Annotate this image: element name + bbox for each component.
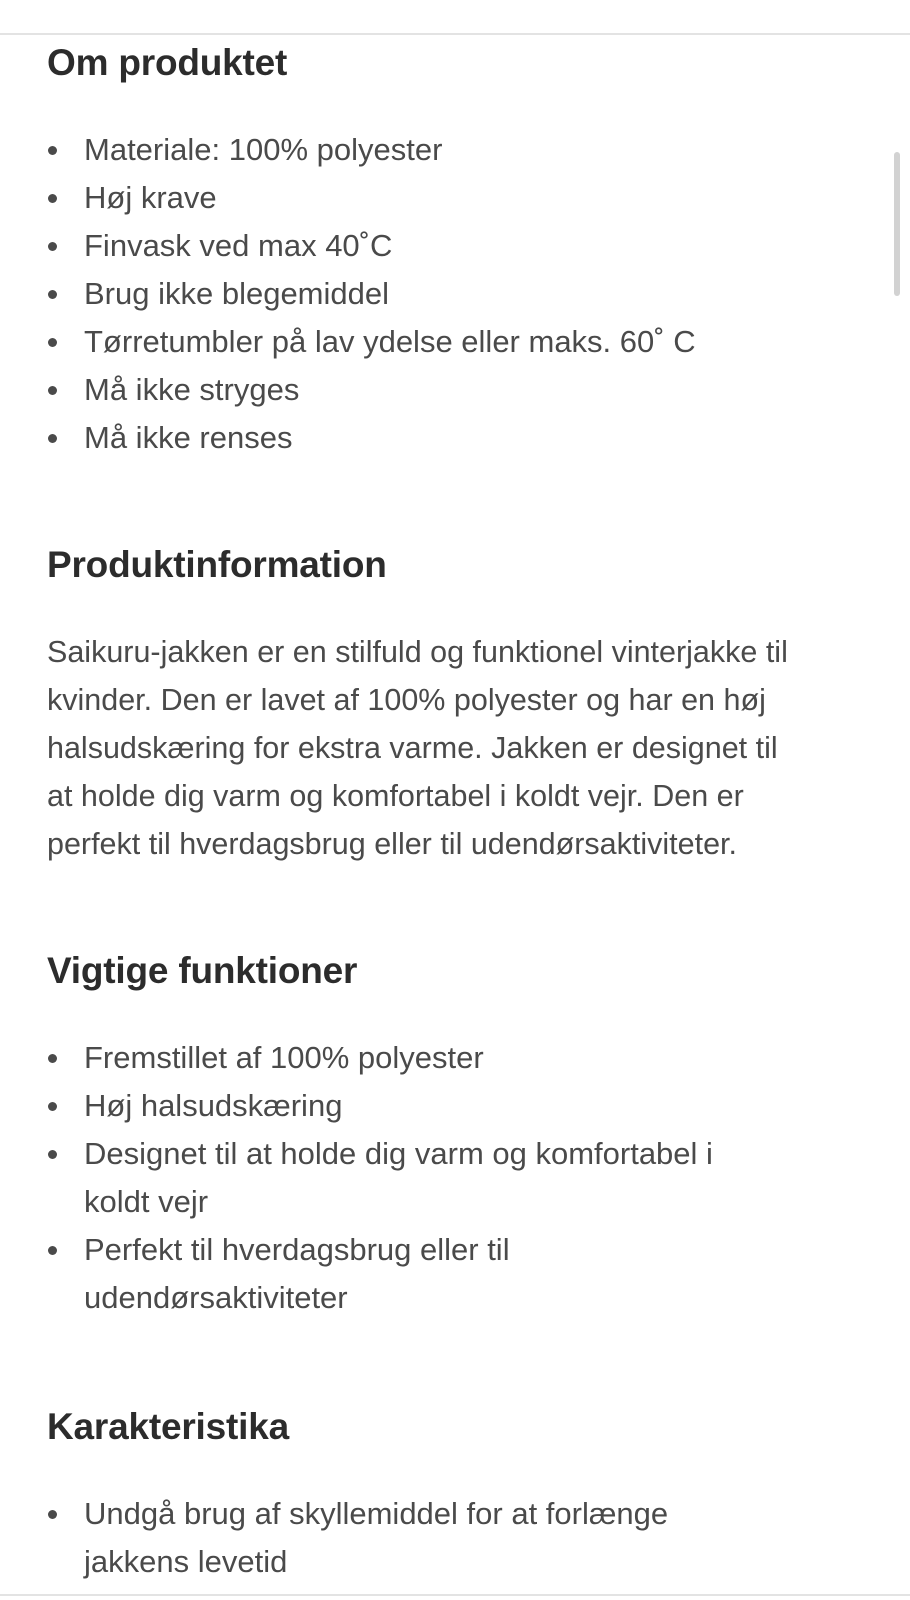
section-om-produktet <box>47 40 867 462</box>
description-line: at holde dig varm og komfortabel i koldt vejr. Den er <box>47 779 744 813</box>
om-produktet-list <box>47 126 867 462</box>
list-item <box>47 126 867 174</box>
description-line: halsudskæring for ekstra varme. Jakken er designet til <box>47 731 778 765</box>
list-item-text: Designet til at holde dig varm og komfortabel i <box>84 1136 713 1171</box>
vigtige-funktioner-list <box>47 1034 867 1322</box>
list-item <box>47 222 867 270</box>
bullet-icon <box>48 1150 57 1159</box>
bullet-icon <box>48 1102 57 1111</box>
list-item <box>47 1130 867 1226</box>
list-item <box>47 366 867 414</box>
scrollbar-thumb[interactable] <box>894 152 900 296</box>
list-item-text: Perfekt til hverdagsbrug eller til <box>84 1232 510 1267</box>
section-title-om-produktet: Om produktet <box>47 42 288 83</box>
list-item <box>47 1082 867 1130</box>
bullet-icon <box>48 386 57 395</box>
description-line: Saikuru-jakken er en stilfuld og funktionel vinterjakke til <box>47 635 788 669</box>
description-line: perfekt til hverdagsbrug eller til udendørsaktiviteter. <box>47 827 737 861</box>
karakteristika-list <box>47 1490 867 1586</box>
bullet-icon <box>48 146 57 155</box>
section-title-vigtige-funktioner: Vigtige funktioner <box>47 950 358 991</box>
section-title-karakteristika: Karakteristika <box>47 1406 289 1447</box>
list-item <box>47 318 867 366</box>
section-vigtige-funktioner <box>47 948 867 1322</box>
list-item-text: Finvask ved max 40˚C <box>84 228 393 263</box>
top-divider <box>0 33 910 35</box>
list-item-text: Fremstillet af 100% polyester <box>84 1040 484 1075</box>
bullet-icon <box>48 242 57 251</box>
bottom-divider <box>0 1594 910 1596</box>
list-item <box>47 1490 867 1586</box>
bullet-icon <box>48 1246 57 1255</box>
bullet-icon <box>48 338 57 347</box>
section-title-produktinformation: Produktinformation <box>47 544 387 585</box>
list-item-text: Høj halsudskæring <box>84 1088 343 1123</box>
list-item-text: Tørretumbler på lav ydelse eller maks. 60˚ C <box>84 324 696 359</box>
section-produktinformation <box>47 542 867 868</box>
list-item <box>47 1034 867 1082</box>
bullet-icon <box>48 194 57 203</box>
list-item-text: Høj krave <box>84 180 217 215</box>
list-item-text: Må ikke renses <box>84 420 293 455</box>
bullet-icon <box>48 1510 57 1519</box>
list-item <box>47 414 867 462</box>
list-item-text: Materiale: 100% polyester <box>84 132 443 167</box>
list-item-text: Må ikke stryges <box>84 372 300 407</box>
list-item <box>47 270 867 318</box>
bullet-icon <box>48 1054 57 1063</box>
list-item-text-continued: koldt vejr <box>84 1184 209 1219</box>
list-item-text: Brug ikke blegemiddel <box>84 276 390 311</box>
list-item-text-continued: jakkens levetid <box>84 1544 288 1579</box>
list-item <box>47 174 867 222</box>
description-line: kvinder. Den er lavet af 100% polyester og har en høj <box>47 683 766 717</box>
bullet-icon <box>48 290 57 299</box>
bullet-icon <box>48 434 57 443</box>
list-item <box>47 1226 867 1322</box>
product-description-text <box>47 628 867 868</box>
list-item-text-continued: udendørsaktiviteter <box>84 1280 348 1315</box>
list-item-text: Undgå brug af skyllemiddel for at forlænge <box>84 1496 669 1531</box>
section-karakteristika <box>47 1404 867 1586</box>
